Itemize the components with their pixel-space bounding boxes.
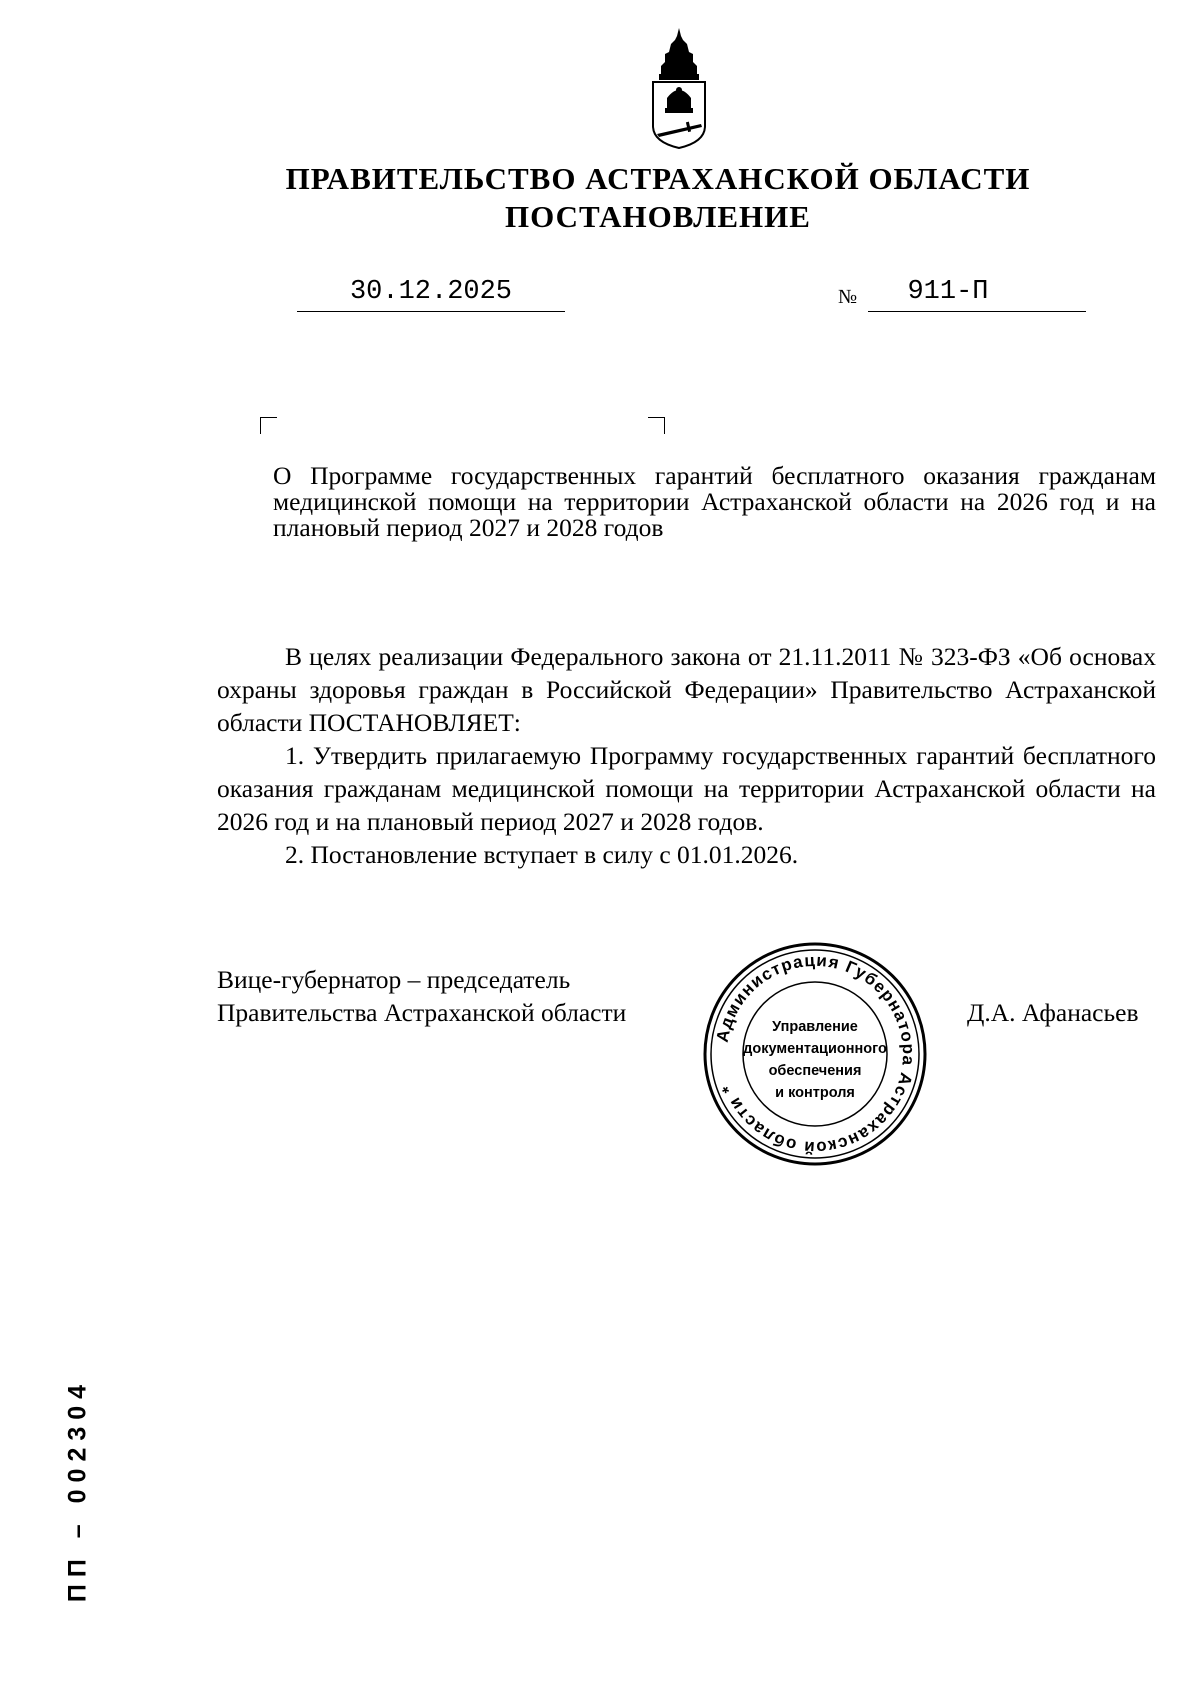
stamp-ring-text: Администрация Губернатора Астраханской области * <box>712 950 919 1158</box>
document-type: ПОСТАНОВЛЕНИЕ <box>505 199 811 234</box>
official-stamp <box>700 939 930 1169</box>
document-date: 30.12.2025 <box>349 277 513 307</box>
title-corner-right <box>648 417 665 434</box>
stamp-center-line2: документационного <box>743 1041 887 1057</box>
stamp-center-line3: обеспечения <box>768 1063 862 1079</box>
org-title: ПРАВИТЕЛЬСТВО АСТРАХАНСКОЙ ОБЛАСТИ <box>285 161 1031 196</box>
register-number <box>48 1377 108 1603</box>
document-subject: О Программе государственных гарантий бесплатного оказания гражданам медицинской помощи на территории Астраханской области на 2026 год и на плановый период 2027 и 2028 годов <box>273 461 1156 542</box>
clause-2: 2. Постановление вступает в силу с 01.01.2026. <box>285 840 799 869</box>
signatory-position-line1: Вице-губернатор – председатель <box>217 965 571 994</box>
register-number-text: ПП – 002304 <box>63 1377 92 1603</box>
number-underline <box>868 311 1086 312</box>
signatory-position-line2: Правительства Астраханской области <box>217 998 627 1027</box>
stamp-center-line1: Управление <box>772 1019 858 1035</box>
signatory-name: Д.А. Афанасьев <box>967 998 1139 1027</box>
preamble: В целях реализации Федерального закона от 21.11.2011 № 323-ФЗ «Об основах охраны здоровья граждан в Российской Федерации» Правительство Астраханской области ПОСТАНОВЛЯЕТ: <box>217 642 1156 737</box>
coat-of-arms-icon <box>647 26 711 152</box>
signatory-position <box>217 963 626 1029</box>
number-sign: № <box>838 286 858 308</box>
clause-1: 1. Утвердить прилагаемую Программу государственных гарантий бесплатного оказания гражданам медицинской помощи на территории Астраханской области на 2026 год и на плановый период 2027 и 2028 годов. <box>217 741 1156 836</box>
document-number: 911-П <box>907 277 989 307</box>
title-corner-left <box>260 417 277 434</box>
stamp-center-line4: и контроля <box>775 1085 855 1101</box>
date-underline <box>297 311 565 312</box>
